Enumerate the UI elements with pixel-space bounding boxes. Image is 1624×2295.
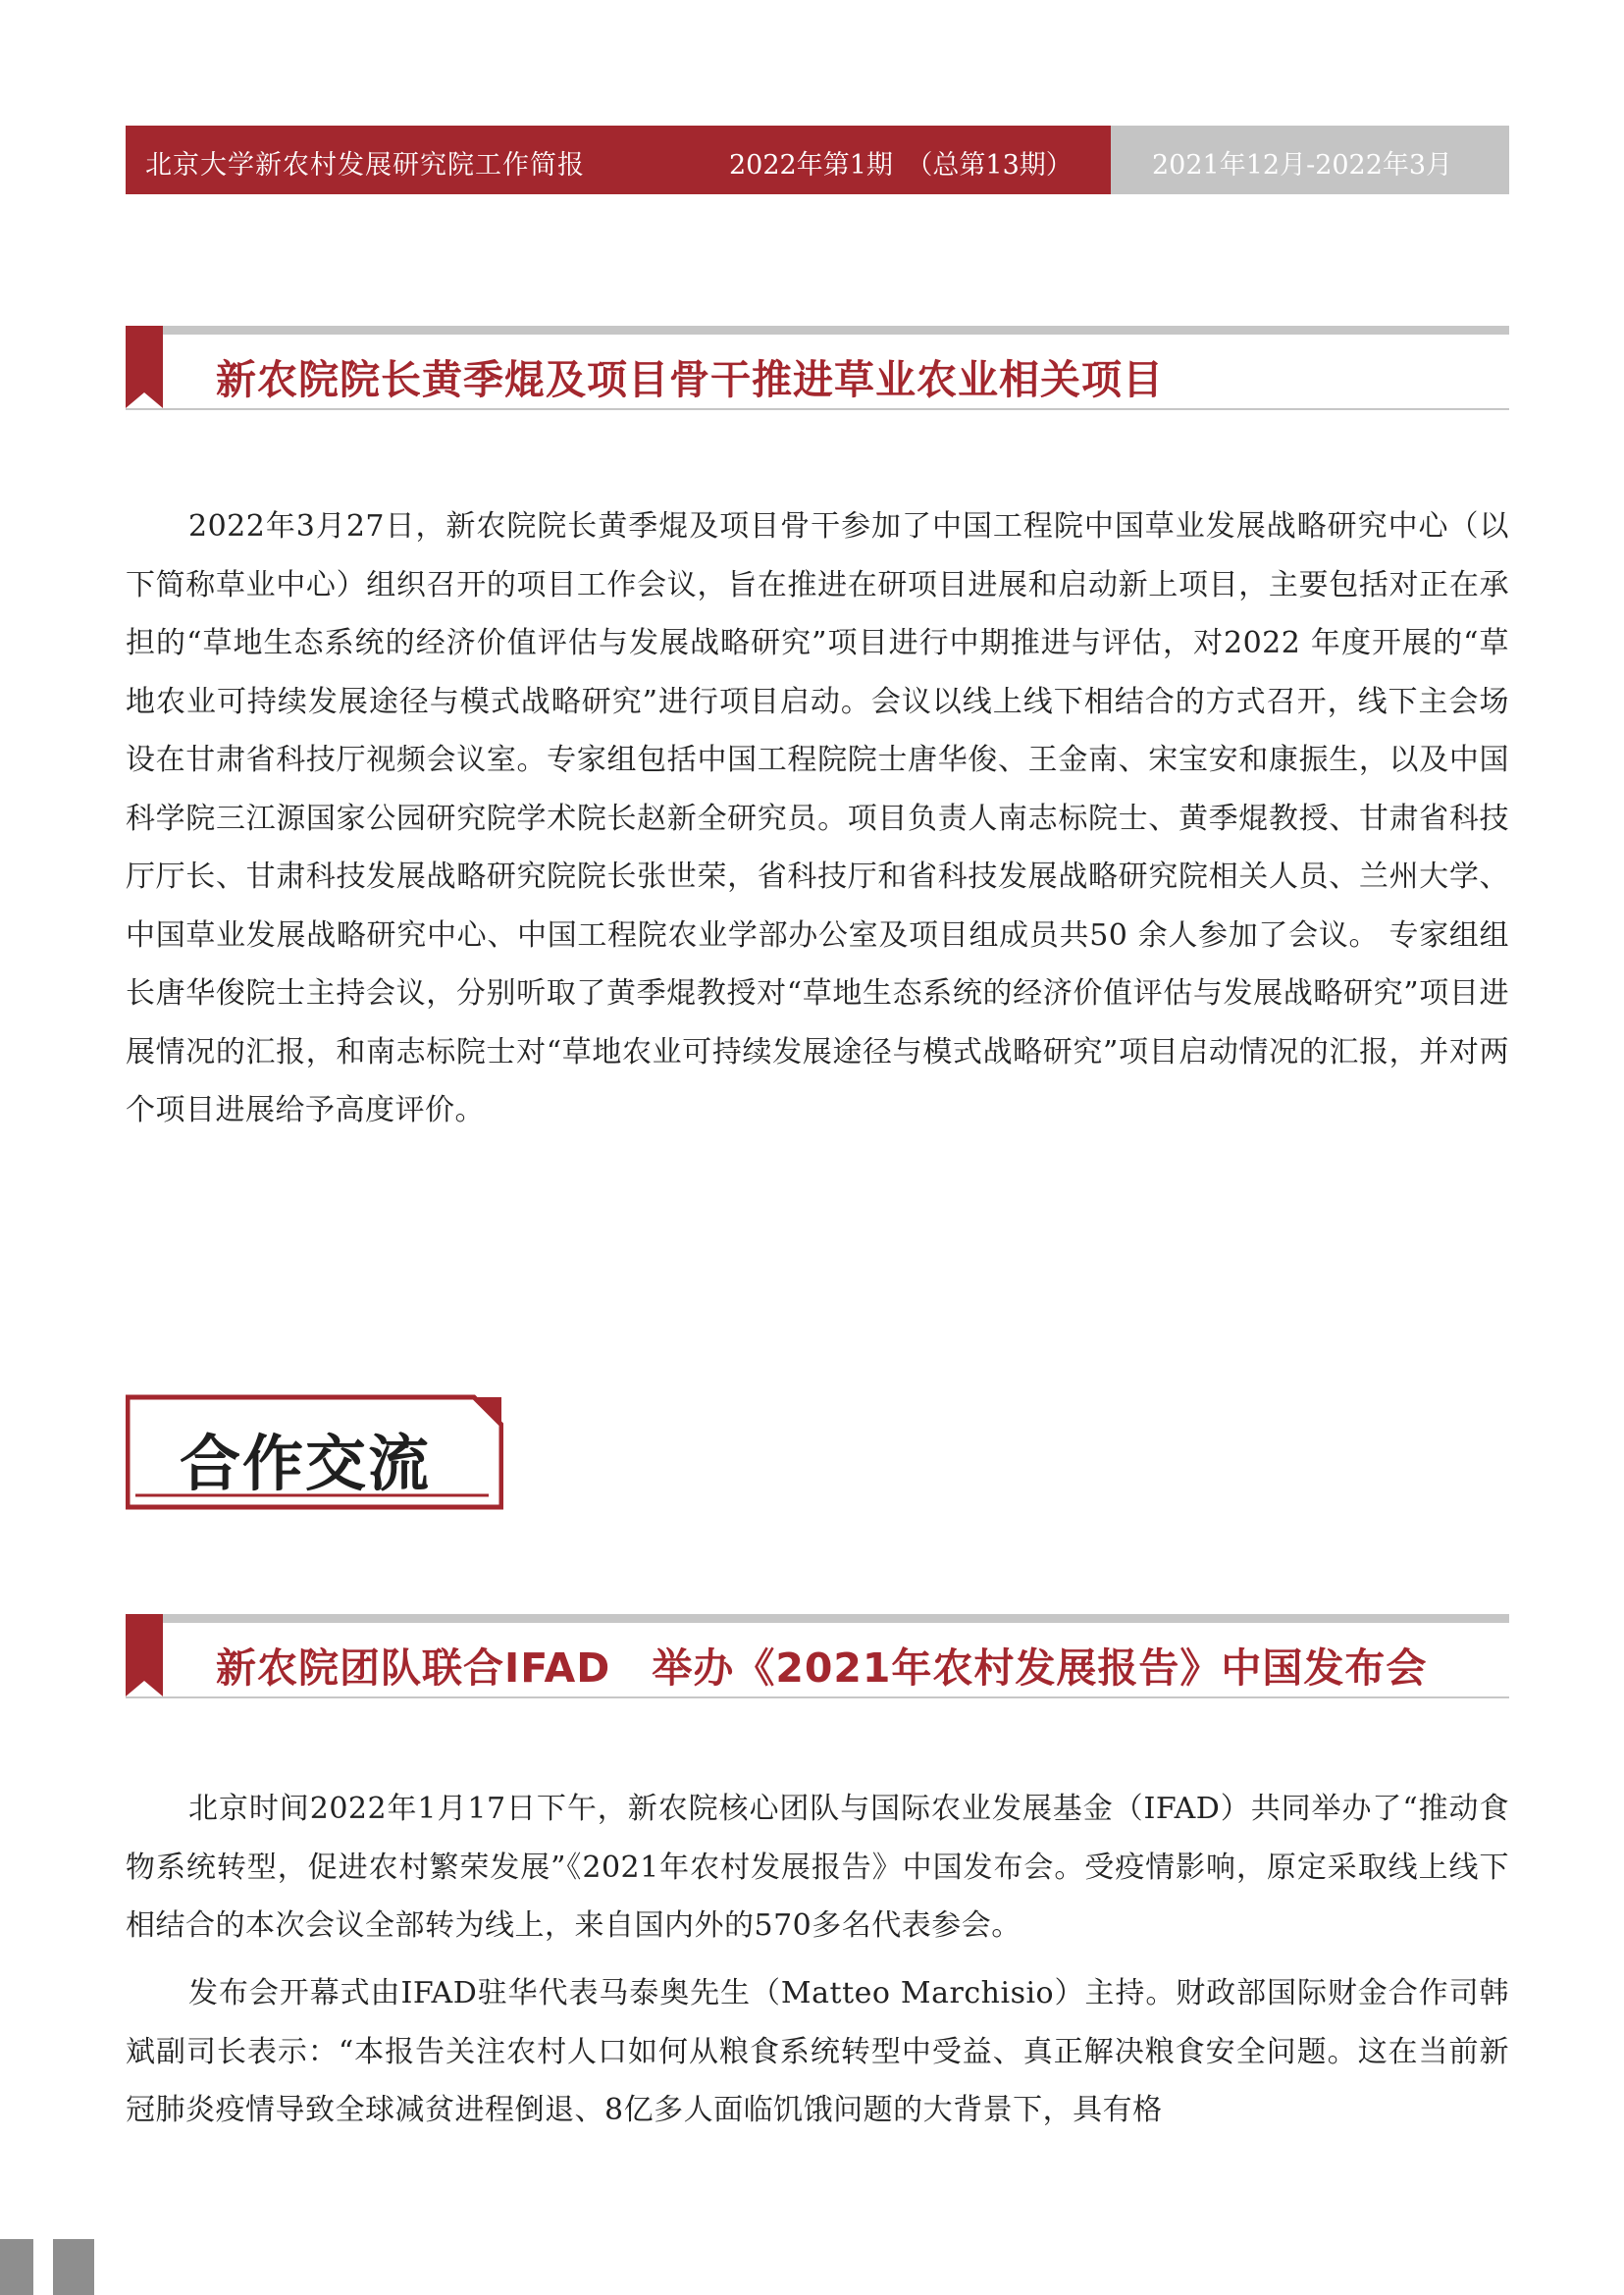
heading-tab-icon — [126, 326, 163, 408]
heading-tab-icon — [126, 1614, 163, 1696]
header-title: 北京大学新农村发展研究院工作简报 — [145, 150, 585, 181]
heading-bottom-rule — [126, 408, 1509, 410]
heading-bottom-rule — [126, 1696, 1509, 1698]
section2-paragraph-2: 发布会开幕式由IFAD驻华代表马泰奥先生（Matteo Marchisio）主持。财政部国际财金合作司韩斌副司长表示：“本报告关注农村人口如何从粮食系统转型中受益、真正解决粮食安全问题。这在当前新冠肺炎疫情导致全球减贫进程倒退、8亿多人面临饥饿问题的大背景下，具有格 — [126, 1976, 1509, 2127]
header-red-band — [126, 126, 1111, 194]
header-grey-band — [1111, 126, 1509, 194]
section-heading-2 — [126, 1614, 1509, 1698]
category-title: 合作交流 — [180, 1428, 432, 1499]
section-title: 新农院团队联合IFAD 举办《2021年农村发展报告》中国发布会 — [216, 1644, 1428, 1692]
heading-top-rule — [126, 1614, 1509, 1623]
page-corner-mark — [0, 2239, 33, 2295]
page-header — [126, 126, 1509, 194]
heading-top-rule — [126, 326, 1509, 335]
header-issue: 2022年第1期 （总第13期） — [729, 150, 1073, 181]
header-date-range: 2021年12月-2022年3月 — [1152, 150, 1453, 181]
section-heading-1 — [126, 326, 1509, 410]
section-title: 新农院院长黄季焜及项目骨干推进草业农业相关项目 — [216, 356, 1164, 403]
section1-paragraph: 2022年3月27日，新农院院长黄季焜及项目骨干参加了中国工程院中国草业发展战略研究中心（以下简称草业中心）组织召开的项目工作会议，旨在推进在研项目进展和启动新上项目，主要包括对正在承担的“草地生态系统的经济价值评估与发展战略研究”项目进行中期推进与评估，对2022 年度开展的“草地农业可持续发展途径与模式战略研究”进行项目启动。会议以线上线下相结合的方式召开，线下主会场设在甘肃省科技厅视频会议室。专家组包括中国工程院院士唐华俊、王金南、宋宝安和康振生，以及中国科学院三江源国家公园研究院学术院长赵新全研究员。项目负责人南志标院士、黄季焜教授、甘肃省科技厅厅长、甘肃科技发展战略研究院院长张世荣，省科技厅和省科技发展战略研究院相关人员、兰州大学、中国草业发展战略研究中心、中国工程院农业学部办公室及项目组成员共50 余人参加了会议。 专家组组长唐华俊院士主持会议，分别听取了黄季焜教授对“草地生态系统的经济价值评估与发展战略研究”项目进展情况的汇报，和南志标院士对“草地农业可持续发展途径与模式战略研究”项目启动情况的汇报，并对两个项目进展给予高度评价。 — [126, 509, 1509, 1127]
page-corner-mark — [53, 2239, 94, 2295]
category-box — [126, 1393, 503, 1511]
section2-paragraph-1: 北京时间2022年1月17日下午，新农院核心团队与国际农业发展基金（IFAD）共同举办了“推动食物系统转型，促进农村繁荣发展”《2021年农村发展报告》中国发布会。受疫情影响，原定采取线上线下相结合的本次会议全部转为线上，来自国内外的570多名代表参会。 — [126, 1792, 1509, 1943]
